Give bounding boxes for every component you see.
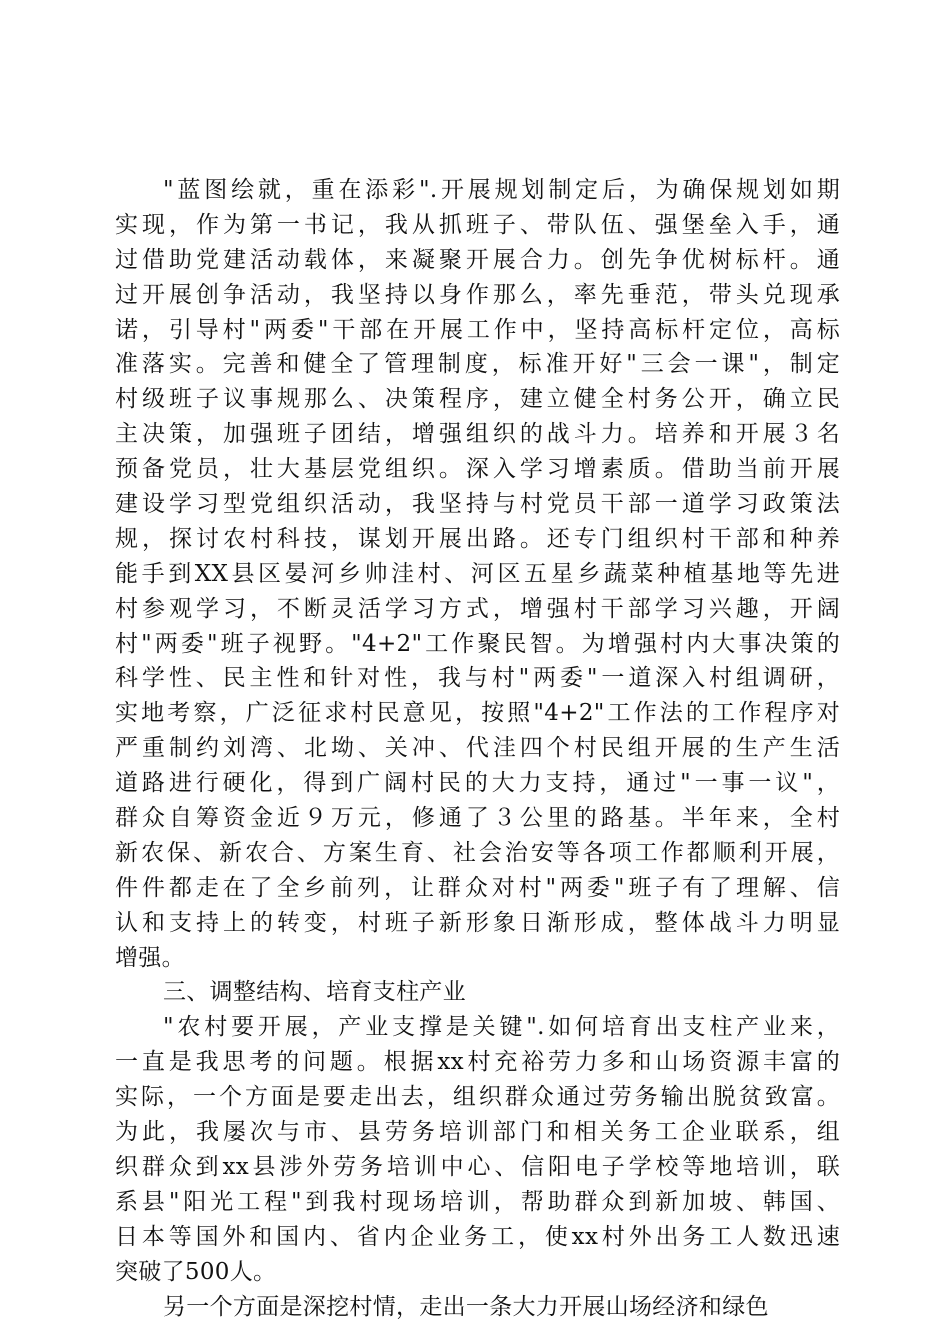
text-line: 新农保、新农合、方案生育、社会治安等各项工作都顺利开展， [115, 839, 840, 866]
text-line: 认和支持上的转变，村班子新形象日渐形成，整体战斗力明显 [115, 909, 840, 936]
text-line: 实现，作为第一书记，我从抓班子、带队伍、强堡垒入手，通 [115, 211, 840, 238]
text-line: 道路进行硬化，得到广阔村民的大力支持，通过"一事一议"， [115, 770, 840, 797]
text-line: 系县"阳光工程"到我村现场培训，帮助群众到新加坡、韩国、 [115, 1188, 840, 1215]
text-line: 规，探讨农村科技，谋划开展出路。还专门组织村干部和种养 [115, 525, 840, 552]
text-line: 科学性、民主性和针对性，我与村"两委"一道深入村组调研， [115, 665, 840, 692]
text-line: 为此，我屡次与市、县劳务培训部门和相关务工企业联系，组 [115, 1119, 840, 1146]
text-line: "蓝图绘就，重在添彩".开展规划制定后，为确保规划如期 [163, 177, 840, 203]
text-line: 突破了500人。 [115, 1258, 277, 1285]
text-line: 能手到XX县区晏河乡帅洼村、河区五星乡蔬菜种植基地等先进 [115, 560, 840, 587]
text-line: 村"两委"班子视野。"4+2"工作聚民智。为增强村内大事决策的 [115, 630, 840, 657]
text-line: 严重制约刘湾、北坳、关冲、代洼四个村民组开展的生产生活 [115, 735, 840, 762]
text-line: 村级班子议事规那么、决策程序，建立健全村务公开，确立民 [115, 386, 840, 413]
text-line: 增强。 [115, 944, 185, 971]
text-line: 准落实。完善和健全了管理制度，标准开好"三会一课"，制定 [115, 351, 840, 378]
text-line: 一直是我思考的问题。根据xx村充裕劳力多和山场资源丰富的 [115, 1049, 840, 1076]
text-line: 建设学习型党组织活动，我坚持与村党员干部一道学习政策法 [115, 491, 840, 518]
body-text [115, 173, 840, 1324]
text-line: 主决策，加强班子团结，增强组织的战斗力。培养和开展３名 [115, 421, 840, 448]
text-line: 村参观学习，不断灵活学习方式，增强村干部学习兴趣，开阔 [115, 595, 840, 622]
text-line: 件件都走在了全乡前列，让群众对村"两委"班子有了理解、信 [115, 874, 840, 901]
text-line: 三、调整结构、培育支柱产业 [163, 979, 466, 1006]
text-line: 群众自筹资金近９万元，修通了３公里的路基。半年来，全村 [115, 805, 840, 832]
text-line: 实地考察，广泛征求村民意见，按照"4+2"工作法的工作程序对 [115, 700, 840, 727]
text-line: 实际，一个方面是要走出去，组织群众通过劳务输出脱贫致富。 [115, 1084, 840, 1111]
text-line: 预备党员，壮大基层党组织。深入学习增素质。借助当前开展 [115, 456, 840, 483]
text-line: 过开展创争活动，我坚持以身作那么，率先垂范，带头兑现承 [115, 281, 840, 308]
text-line: 织群众到xx县涉外劳务培训中心、信阳电子学校等地培训，联 [115, 1153, 840, 1180]
text-line: 日本等国外和国内、省内企业务工，使xx村外出务工人数迅速 [115, 1223, 840, 1250]
text-line: 过借助党建活动载体，来凝聚开展合力。创先争优树标杆。通 [115, 246, 840, 273]
text-line: 另一个方面是深挖村情，走出一条大力开展山场经济和绿色 [163, 1293, 769, 1320]
text-line: 诺，引导村"两委"干部在开展工作中，坚持高标杆定位，高标 [115, 316, 840, 343]
text-line: "农村要开展，产业支撑是关键".如何培育出支柱产业来， [163, 1014, 840, 1041]
